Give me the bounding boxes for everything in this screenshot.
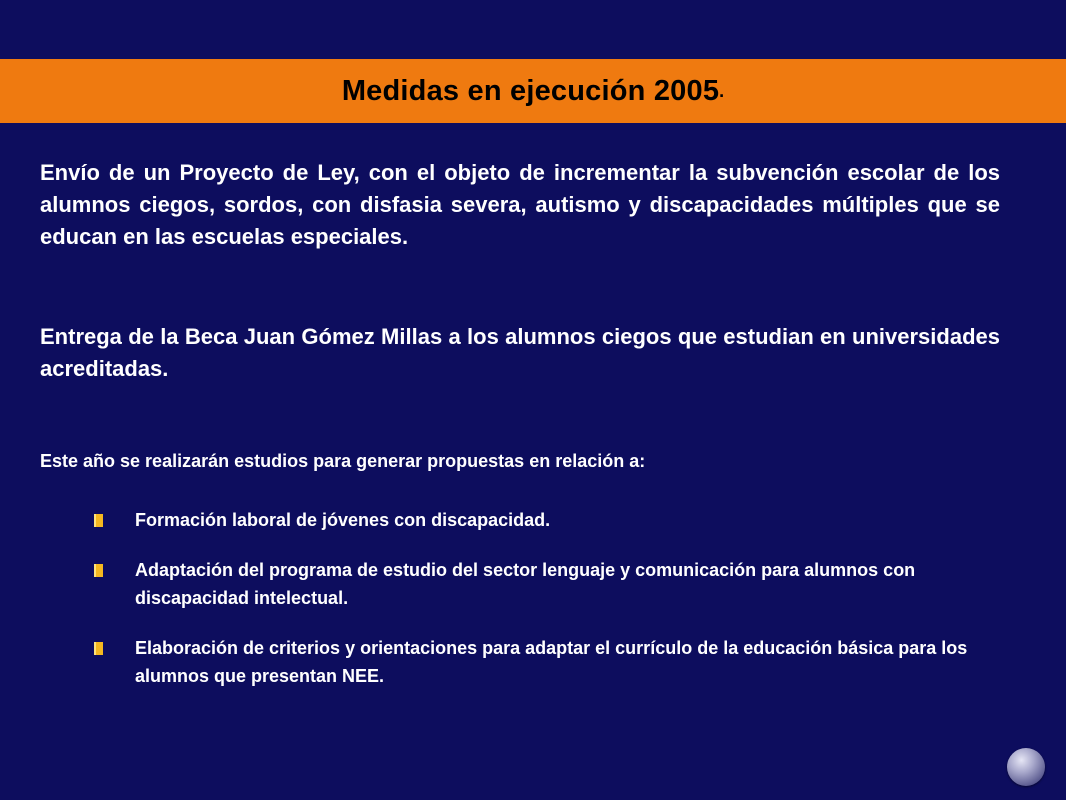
list-item-text: Elaboración de criterios y orientaciones para adaptar el currículo de la educación básica para los alumnos que presentan NEE.: [135, 638, 968, 686]
list-item-text: Formación laboral de jóvenes con discapacidad.: [135, 510, 551, 530]
paragraph-beca: Entrega de la Beca Juan Gómez Millas a los alumnos ciegos que estudian en universidades acreditadas.: [40, 324, 1000, 381]
nav-sphere-icon[interactable]: [1007, 748, 1045, 786]
list-item-text: Adaptación del programa de estudio del sector lenguaje y comunicación para alumnos con discapacidad intelectual.: [135, 560, 916, 608]
slide-title: Medidas en ejecución 2005: [341, 74, 720, 107]
square-bullet-icon: [94, 642, 103, 655]
paragraph-subvencion: Envío de un Proyecto de Ley, con el objeto de incrementar la subvención escolar de los alumnos ciegos, sordos, con disfasia severa, autismo y discapacidades múltiples que se educan en las escuelas especiales.: [40, 160, 1000, 249]
studies-intro: Este año se realizarán estudios para generar propuestas en relación a:: [40, 451, 646, 471]
list-item: [88, 506, 1008, 534]
list-item: [88, 556, 1008, 612]
title-bar: [0, 59, 1066, 123]
square-bullet-icon: [94, 564, 103, 577]
slide-title-suffix: .: [719, 80, 725, 101]
list-item: [88, 634, 1008, 690]
bullet-list: [88, 506, 1008, 712]
square-bullet-icon: [94, 514, 103, 527]
